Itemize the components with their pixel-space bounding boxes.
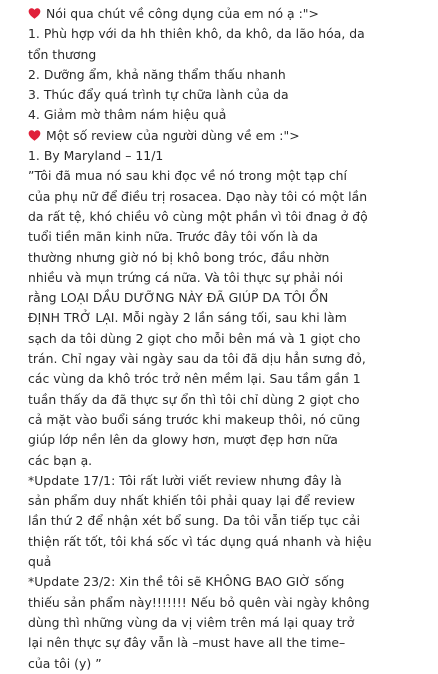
update-line: dùng thì những vùng da vị viêm trên má lại quay trở xyxy=(28,614,355,630)
review-line: giúp lớp nền lên da glowy hơn, mượt đẹp hơn nữa xyxy=(28,432,338,448)
update-line: lần thứ 2 để nhận xét bổ sung. Da tôi vẫn tiếp tục cải xyxy=(28,513,361,529)
review-line: tuổi tiền mãn kinh nữa. Trước đây tôi vốn là da xyxy=(28,229,318,245)
update-line: của tôi (y) ” xyxy=(28,655,102,671)
review-line: tuần thấy da đã thực sự ổn thì tôi chỉ dùng 2 giọt cho xyxy=(28,391,360,407)
review-line: trán. Chỉ ngay vài ngày sau da tôi đã dịu hẳn sưng đỏ, xyxy=(28,351,366,367)
review-line: của phụ nữ để điều trị rosacea. Dạo này tôi có một lần xyxy=(28,188,368,204)
update-line: *Update 23/2: Xin thề tôi sẽ KHÔNG BAO GIỜ sống xyxy=(28,574,345,590)
update-line: thiện rất tốt, tôi khá sốc vì tác dụng quá nhanh và hiệu xyxy=(28,533,372,549)
review-line: da rất tệ, khó chiều vô cùng một phần vì tôi đnag ở độ xyxy=(28,208,368,224)
reviews-heading-text: Một số review của người dùng về em :"> xyxy=(46,127,300,143)
review-line: rằng LOẠI DẦU DƯỠNG NÀY ĐÃ GIÚP DA TÔI ỔN xyxy=(28,290,329,306)
update-line: thiếu sản phẩm này!!!!!!! Nếu bỏ quên vài ngày không xyxy=(28,594,370,610)
update-line: sản phẩm duy nhất khiến tôi phải quay lại để review xyxy=(28,493,356,509)
update-line: quả xyxy=(28,554,52,570)
heart-icon xyxy=(28,7,41,20)
uses-line: 2. Dưỡng ẩm, khả năng thẩm thấu nhanh xyxy=(28,66,286,82)
review-line: cả mặt vào buổi sáng trước khi makeup thôi, nó cũng xyxy=(28,411,361,427)
review-line: thường nhưng giờ nó bị khô bong tróc, đầu nhờn xyxy=(28,249,330,265)
update-line: lại nên thực sự đây vẫn là –must have all the time– xyxy=(28,635,346,651)
heart-icon xyxy=(28,129,41,142)
uses-line: 1. Phù hợp với da hh thiên khô, da khô, da lão hóa, da xyxy=(28,26,365,42)
reviews-heading xyxy=(28,126,438,146)
uses-heading-text: Nói qua chút về công dụng của em nó ạ :"> xyxy=(46,6,319,21)
uses-line: tổn thương xyxy=(28,46,97,62)
review-line: sạch da tôi dùng 2 giọt cho mỗi bên má và 1 giọt cho xyxy=(28,330,361,346)
review-line: ”Tôi đã mua nó sau khi đọc về nó trong một tạp chí xyxy=(28,168,347,184)
uses-heading xyxy=(28,4,438,24)
review-line: các bạn ạ. xyxy=(28,452,93,468)
review-line: ĐỊNH TRỞ LẠI. Mỗi ngày 2 lần sáng tối, sau khi làm xyxy=(28,310,347,326)
review-line: nhiều và mụn trứng cá nữa. Và tôi thực sự phải nói xyxy=(28,269,344,285)
update-line: *Update 17/1: Tôi rất lười viết review nhưng đây là xyxy=(28,472,342,488)
review-line: các vùng da khô tróc trở nên mềm lại. Sau tầm gần 1 xyxy=(28,371,361,387)
uses-line: 4. Giảm mờ thâm nám hiệu quả xyxy=(28,107,227,123)
review-line: 1. By Maryland – 11/1 xyxy=(28,148,164,164)
uses-line: 3. Thúc đẩy quá trình tự chữa lành của da xyxy=(28,87,289,103)
